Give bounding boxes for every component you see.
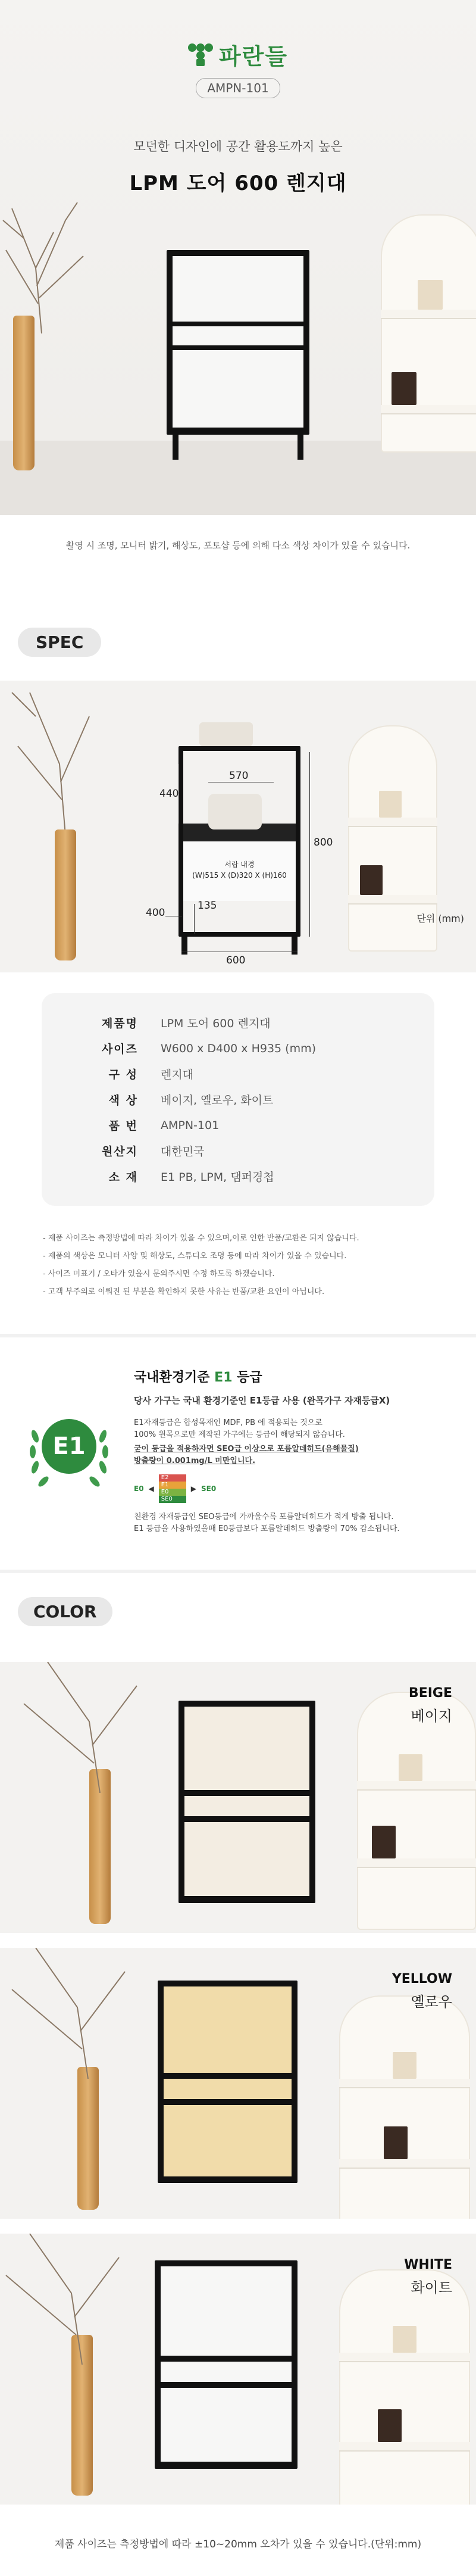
spec-section: [0, 625, 476, 1301]
cabinet-illustration: [167, 250, 309, 435]
photo-disclaimer: 촬영 시 조명, 모니터 밝기, 해상도, 포토샵 등에 의해 다소 색상 차이가 있을 수 있습니다.: [65, 540, 411, 551]
color-option-yellow: [0, 1948, 476, 2219]
e1-badge-icon: E1: [30, 1406, 107, 1501]
vase-decor: [13, 316, 35, 470]
e1-body: E1자재등급은 합성목재인 MDF, PB 에 적용되는 것으로 100% 원목으로만 제작된 가구에는 등급이 해당되지 않습니다.: [134, 1418, 345, 1439]
brand-logo: [188, 38, 288, 71]
spec-row: 색 상 베이지, 옐로우, 화이트: [108, 1094, 274, 1107]
branch-decor: [0, 2234, 155, 2365]
unit-label: 단위 (mm): [416, 913, 464, 924]
color-label: YELLOW 옐로우: [392, 1972, 452, 2010]
spec-note: - 고객 부주의로 이뤄진 된 부분을 확인하지 못한 사유는 반품/교환 요인이 아닙니다.: [43, 1287, 325, 1296]
grade-scale: E2 E1 E0 SE0: [159, 1474, 186, 1503]
spec-section-label: SPEC: [18, 628, 101, 657]
e1-highlight: 굳이 등급을 적용하자면 SEO급 이상으로 포름알데히드(유해물질) 방출량이 0.001mg/L 미만입니다.: [134, 1445, 359, 1465]
spec-note: - 제품 사이즈는 측정방법에 따라 차이가 있을 수 있으며,이로 인한 반품/교환은 되지 않습니다.: [43, 1234, 359, 1243]
spec-notes: [43, 1230, 476, 1301]
color-section-label: COLOR: [18, 1597, 112, 1626]
section-divider: [0, 1334, 476, 1337]
model-number-badge: AMPN-101: [196, 78, 280, 98]
product-title: LPM 도어 600 렌지대: [129, 171, 347, 195]
color-option-beige: [0, 1662, 476, 1933]
drawer-inner-size: 서랍 내경 (W)515 X (D)320 X (H)160: [192, 860, 287, 880]
dim-total-width: 600: [226, 955, 246, 966]
book-decor: [392, 372, 416, 405]
e1-title: 국내환경기준 E1 등급: [134, 1370, 262, 1385]
branch-decor: [0, 197, 89, 333]
hero-section: [0, 0, 476, 515]
wall-shelf-decor: [381, 214, 476, 453]
arrow-right-icon: ▶: [190, 1485, 197, 1493]
spec-row: 구 성 렌지대: [108, 1068, 194, 1081]
color-option-white: [0, 2234, 476, 2505]
dim-inner-width: 570: [229, 770, 249, 782]
brand-name: 파란들: [218, 43, 289, 70]
spec-row: 원산지 대한민국: [101, 1145, 205, 1158]
dim-upper-height: 440: [159, 788, 179, 800]
e1-gauge: E0 ◀ E2 E1 E0 SE0 ▶ SE0: [134, 1474, 217, 1502]
dim-depth: 400: [146, 907, 165, 919]
spec-table: [42, 993, 434, 1206]
spec-row: 사이즈 W600 x D400 x H935 (mm): [101, 1041, 317, 1056]
book-decor: [418, 280, 443, 310]
section-divider: [0, 1570, 476, 1573]
color-label: WHITE 화이트: [404, 2257, 452, 2296]
color-label: BEIGE 베이지: [408, 1686, 452, 1724]
branch-decor: [0, 1662, 155, 1793]
size-tolerance-note: 제품 사이즈는 측정방법에 따라 ±10~20mm 오차가 있을 수 있습니다.(단위:mm): [54, 2538, 422, 2550]
e1-footnote: 친환경 자재등급인 SEO등급에 가까울수록 포름알데히드가 적게 방출 됩니다. E1 등급을 사용하였을때 E0등급보다 포름알데히드 방출량이 70% 감소됩니다.: [134, 1512, 400, 1533]
e1-grade-section: [6, 1361, 470, 1552]
branch-decor: [0, 1948, 155, 2079]
arrow-left-icon: ◀: [148, 1485, 154, 1493]
spec-row: 제품명 LPM 도어 600 렌지대: [101, 1017, 271, 1030]
dim-leg-height: 135: [198, 900, 217, 912]
e1-subtitle: 당사 가구는 국내 환경기준인 E1등급 사용 (완목가구 자재등급X): [134, 1395, 390, 1406]
color-section: [0, 1597, 476, 2505]
spec-branch-decor: [0, 681, 101, 835]
hero-tagline: 모던한 디자인에 공간 활용도까지 높은: [133, 139, 343, 154]
brand-header: [0, 38, 476, 98]
spec-row: 품 번 AMPN-101: [108, 1118, 220, 1133]
spec-row: 소 재 E1 PB, LPM, 댐퍼경첩: [108, 1171, 274, 1184]
spec-note: - 사이즈 미표기 / 오타가 있을시 문의주시면 수정 하도록 하겠습니다.: [43, 1270, 275, 1278]
spec-dimension-image: [0, 681, 476, 972]
dim-total-height: 800: [314, 837, 333, 849]
brand-logo-icon: [188, 43, 213, 66]
spec-note: - 제품의 색상은 모니터 사양 및 해상도, 스튜디오 조명 등에 따라 차이가 있을 수 있습니다.: [43, 1252, 347, 1261]
